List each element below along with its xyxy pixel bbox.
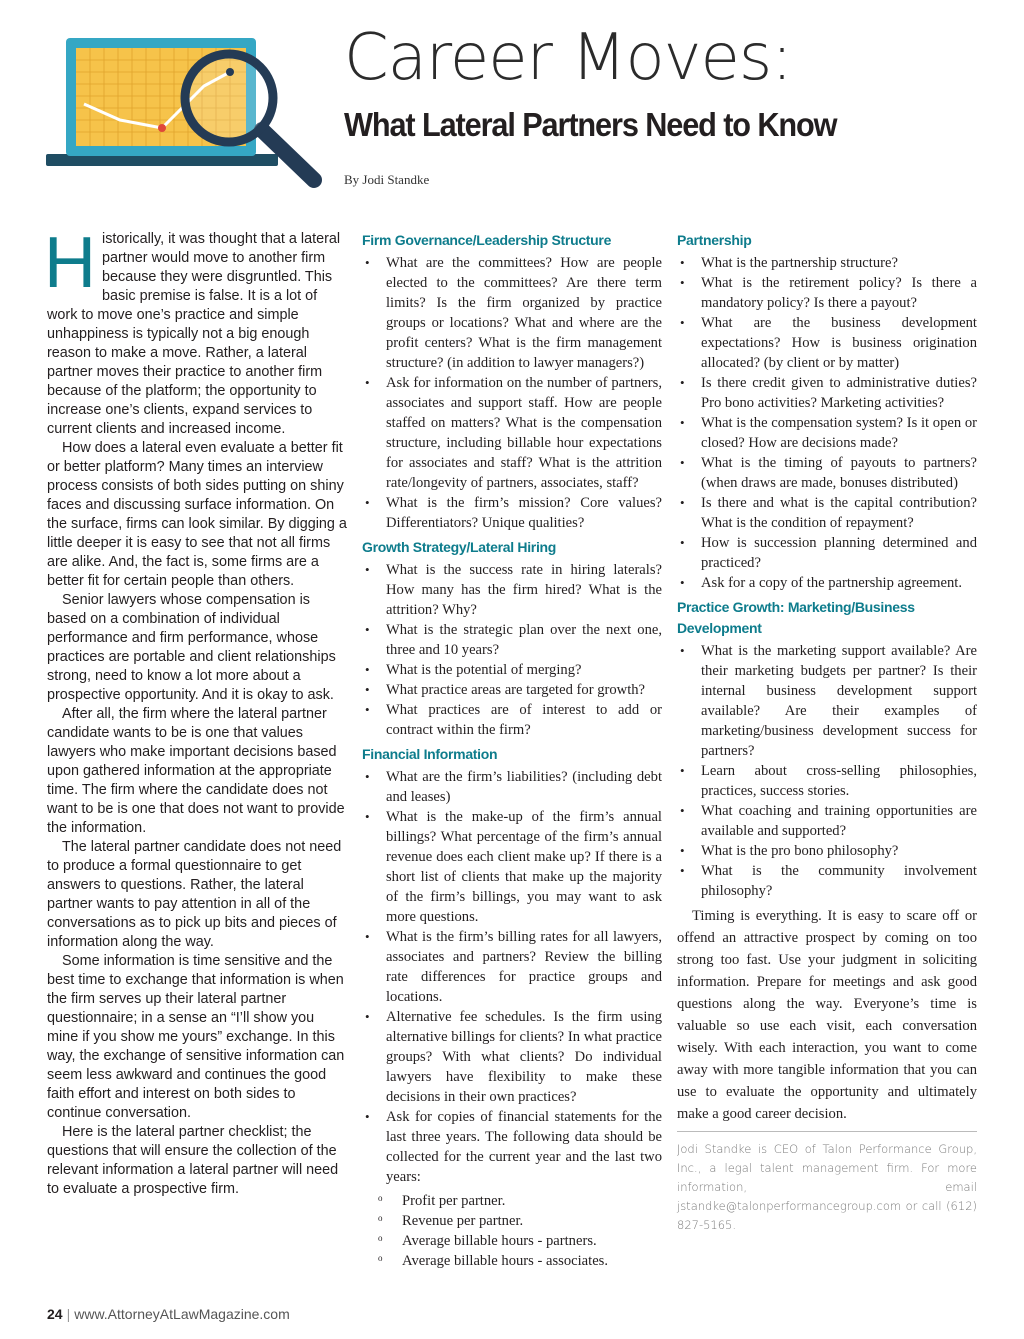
list-item: • What is the compensation system? Is it open or closed? How are decisions made? [677,413,977,453]
list-item: • Ask for a copy of the partnership agreement. [677,573,977,593]
list-item: • Is there and what is the capital contribution? What is the condition of repayment? [677,493,977,533]
article-subtitle: What Lateral Partners Need to Know [344,106,837,143]
sub-list-item: o Average billable hours - partners. [362,1231,662,1251]
list-item: • What is the pro bono philosophy? [677,841,977,861]
list-item: • Alternative fee schedules. Is the firm using alternative billings for clients? In what practice groups? With what clients? Do individual lawyers have flexibility to make these decisions in their own practices? [362,1007,662,1107]
body-paragraph: How does a lateral even evaluate a better fit or better platform? Many times an interview process consists of both sides putting on shiny faces and discussing surface information. On the surface, firms can look similar. By digging a little deeper it is easy to see that not all firms are alike. And, the fact is, some firms are a better fit for certain people than others. [47,440,347,589]
magnifier-lens [185,54,273,142]
sub-list-item: o Average billable hours - associates. [362,1251,662,1271]
list-item: • What is the marketing support available? Are their marketing budgets per partner? Is their internal business development support available? Are their examples of marketing/business development success for partners? [677,641,977,761]
list-item: • How is succession planning determined and practiced? [677,533,977,573]
growth-list [362,560,662,740]
partnership-list [677,253,977,593]
list-item: • What is the partnership structure? [677,253,977,273]
governance-list [362,253,662,533]
section-heading-growth: Growth Strategy/Lateral Hiring [362,539,557,555]
sub-list-item: o Profit per partner. [362,1191,662,1211]
list-item: • What is the firm’s billing rates for all lawyers, associates and partners? Review the billing rate differences for practice groups and locations. [362,927,662,1007]
byline: By Jodi Standke [344,172,430,187]
list-item: • What are the committees? How are people elected to the committees? Are there term limits? Is the firm organized by practice groups or locations? What and where are the profit centers? What is the firm management structure? (in addition to lawyer managers?) [362,253,662,373]
list-item: • What is the timing of payouts to partners? (when draws are made, bonuses distributed) [677,453,977,493]
author-bio: Jodi Standke is CEO of Talon Performance Group, Inc., a legal talent management firm. For more information, email jstandke@talonperformancegroup.com or call (612) 827-5165. [677,1131,977,1235]
section-heading-partnership: Partnership [677,232,752,248]
list-item: • What coaching and training opportunities are available and supported? [677,801,977,841]
list-item: • What is the strategic plan over the next one, three and 10 years? [362,620,662,660]
magazine-url[interactable]: www.AttorneyAtLawMagazine.com [74,1306,290,1322]
left-column [44,223,347,1199]
middle-column [362,230,662,1271]
practice-growth-list [677,641,977,901]
page-number: 24 [47,1306,63,1322]
body-paragraph: Here is the lateral partner checklist; the questions that will ensure the collection of the relevant information a lateral partner will need to evaluate a prospective firm. [47,1124,339,1197]
list-item: • Ask for copies of financial statements for the last three years. The following data should be collected for the current year and the last two years: [362,1107,662,1187]
list-item: • What is the success rate in hiring laterals? How many has the firm hired? What is the attrition? Why? [362,560,662,620]
intro-text: istorically, it was thought that a lateral partner would move to another firm because they were disgruntled. This basic premise is false. It is a lot of work to move one’s practice and simple unhappiness is typically not a big enough reason to make a move. Rather, a lateral partner moves their practice to another firm because of the platform; the opportunity to increase one’s clients, expand services to current clients and increased income. [47,231,341,437]
trend-point-low [158,124,166,132]
list-item: • What practices are of interest to add or contract within the firm? [362,700,662,740]
list-item: • What is the retirement policy? Is there a mandatory policy? Is there a payout? [677,273,977,313]
list-item: • Learn about cross-selling philosophies, practices, success stories. [677,761,977,801]
magnifier-chart-illustration [44,34,334,194]
section-heading-financial: Financial Information [362,746,498,762]
sub-list-item: o Revenue per partner. [362,1211,662,1231]
financial-data-sublist [362,1191,662,1271]
list-item: • What practice areas are targeted for growth? [362,680,662,700]
drop-cap: H [44,223,96,303]
closing-paragraph: Timing is everything. It is easy to scare off or offend an attractive prospect by coming on too strong too fast. Use your judgment in soliciting information. Prepare for meetings and ask good questions along the way. Everyone’s time is valuable so use each visit, each conversation wisely. With each interaction, you want to come away with more tangible information that you can use to evaluate the opportunity and ultimately make a good career decision. [677,908,977,1122]
body-paragraph: Senior lawyers whose compensation is based on a combination of individual performance and firm performance, whose practices are portable and client relationships strong, need to know a lot more about a prospective opportunity. And it is okay to ask. [47,592,336,703]
article-title: Career Moves: [344,21,792,95]
list-item: • What is the firm’s mission? Core values? Differentiators? Unique qualities? [362,493,662,533]
list-item: • Ask for information on the number of partners, associates and support staff. How are people staffed on matters? What is the compensation structure, including billable hour expectations for associates and staff? What is the attrition rate/longevity of partners, associates, staff? [362,373,662,493]
section-heading-governance: Firm Governance/Leadership Structure [362,232,612,248]
list-item: • What is the potential of merging? [362,660,662,680]
section-heading-practice-growth: Practice Growth: Marketing/Business Development [677,599,915,636]
list-item: • Is there credit given to administrative duties? Pro bono activities? Marketing activities? [677,373,977,413]
list-item: • What are the business development expectations? How is business origination allocated? (by client or by matter) [677,313,977,373]
financial-list [362,767,662,1187]
intro-paragraph [44,223,347,439]
body-paragraph: The lateral partner candidate does not need to produce a formal questionnaire to get answers to questions. Rather, the lateral partner wants to pay attention in all of the conversations as to pick up bits and pieces of information along the way. [47,839,342,950]
list-item: • What are the firm’s liabilities? (including debt and leases) [362,767,662,807]
list-item: • What is the community involvement philosophy? [677,861,977,901]
list-item: • What is the make-up of the firm’s annual billings? What percentage of the firm’s annual revenue does each client make up? If there is a short list of clients that make up the majority of the firm’s billings, you may want to ask more questions. [362,807,662,927]
body-paragraph: After all, the firm where the lateral partner candidate wants to be is one that values lawyers who make important decisions based upon gathered information at the appropriate time. The firm where the candidate does not want to be is one that does not want to provide the information. [47,706,345,836]
magnified-point [226,68,234,76]
footer-separator: | [66,1306,71,1322]
body-paragraph: Some information is time sensitive and the best time to exchange that information is when the firm serves up their lateral partner questionnaire; in a sense an “I’ll show you mine if you show me yours” exchange. In this way, the exchange of sensitive information can seem less awkward and continues the good faith effort and interest on both sides to continue conversation. [47,953,345,1121]
right-column [677,230,977,1235]
page-footer [47,1306,290,1322]
